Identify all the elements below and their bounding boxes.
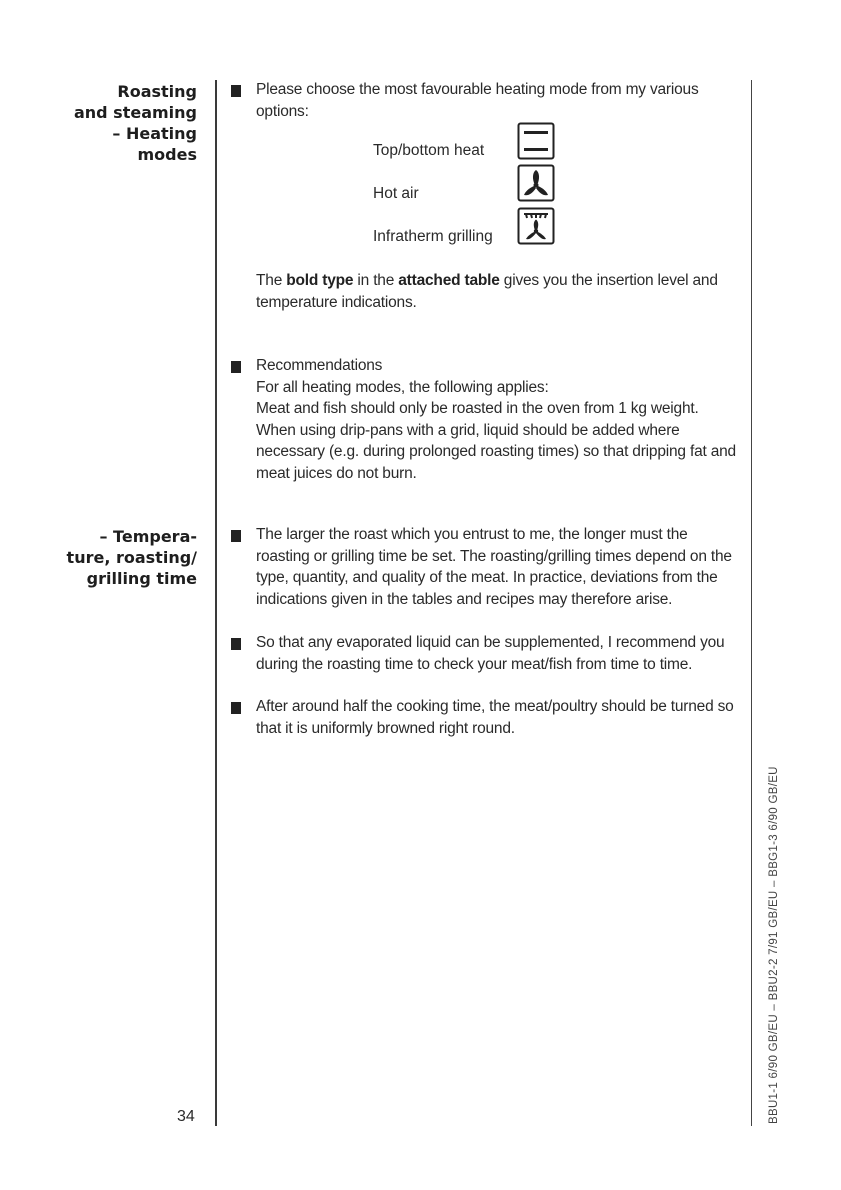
page-number: 34: [177, 1108, 195, 1125]
left-margin-rule: [215, 80, 217, 1126]
top-bottom-heat-icon: [517, 122, 555, 160]
recommendations-body: Meat and fish should only be roasted in the oven from 1 kg weight. When using drip-pans with a grid, liquid should be added where necessary (e.g. during prolonged roasting times) so that dripping fat and meat juices do not burn.: [256, 400, 736, 482]
tip-paragraph: So that any evaporated liquid can be supplemented, I recommend you during the roasting time to check your meat/fish from time to time.: [256, 634, 725, 673]
section-heading-roasting-time: [67, 526, 197, 589]
bullet-icon: [231, 638, 241, 650]
recommendations-block: [256, 355, 740, 484]
bullet-icon: [231, 361, 241, 373]
heading-line: – Tempera-: [99, 527, 197, 546]
grill-fan-icon: [517, 207, 555, 245]
bullet-icon: [231, 85, 241, 97]
heading-line: modes: [137, 145, 197, 164]
tip-paragraph: After around half the cooking time, the meat/poultry should be turned so that it is uniformly browned right round.: [256, 698, 734, 737]
mode-label-hot-air: Hot air: [373, 185, 419, 202]
attached-table-text: attached table: [398, 272, 500, 289]
intro-text: Please choose the most favourable heating mode from my various options:: [256, 81, 699, 120]
right-margin-rule: [751, 80, 752, 1126]
fan-icon: [517, 164, 555, 202]
recommendations-title: Recommendations: [256, 357, 383, 374]
tip-paragraph: The larger the roast which you entrust to me, the longer must the roasting or grilling time be set. The roasting/grilling times depend on the type, quantity, and quality of the meat. In practice, deviations from the indications given in the tables and recipes may therefore arise.: [256, 526, 732, 608]
document-reference: BBU1-1 6/90 GB/EU – BBU2-2 7/91 GB/EU – BBG1-3 6/90 GB/EU: [768, 766, 780, 1124]
bullet-icon: [231, 530, 241, 542]
heading-line: – Heating: [112, 124, 197, 143]
recommendations-line: For all heating modes, the following applies:: [256, 378, 549, 396]
heading-line: and steaming: [73, 103, 197, 122]
heading-line: grilling time: [86, 569, 197, 588]
mode-label-infratherm: Infratherm grilling: [373, 228, 493, 245]
heading-line: Roasting: [117, 82, 197, 101]
table-note-text: in the: [353, 272, 399, 289]
table-note: [256, 270, 740, 313]
table-note-text: gives you the insertion level and temperature indications.: [256, 272, 718, 311]
section-heading-heating-modes: [74, 81, 197, 165]
bullet-icon: [231, 702, 241, 714]
table-note-text: The: [256, 272, 287, 289]
heading-line: ture, roasting/: [66, 548, 197, 567]
mode-label-top-bottom: Top/bottom heat: [373, 142, 485, 159]
bold-type-text: bold type: [286, 272, 354, 289]
